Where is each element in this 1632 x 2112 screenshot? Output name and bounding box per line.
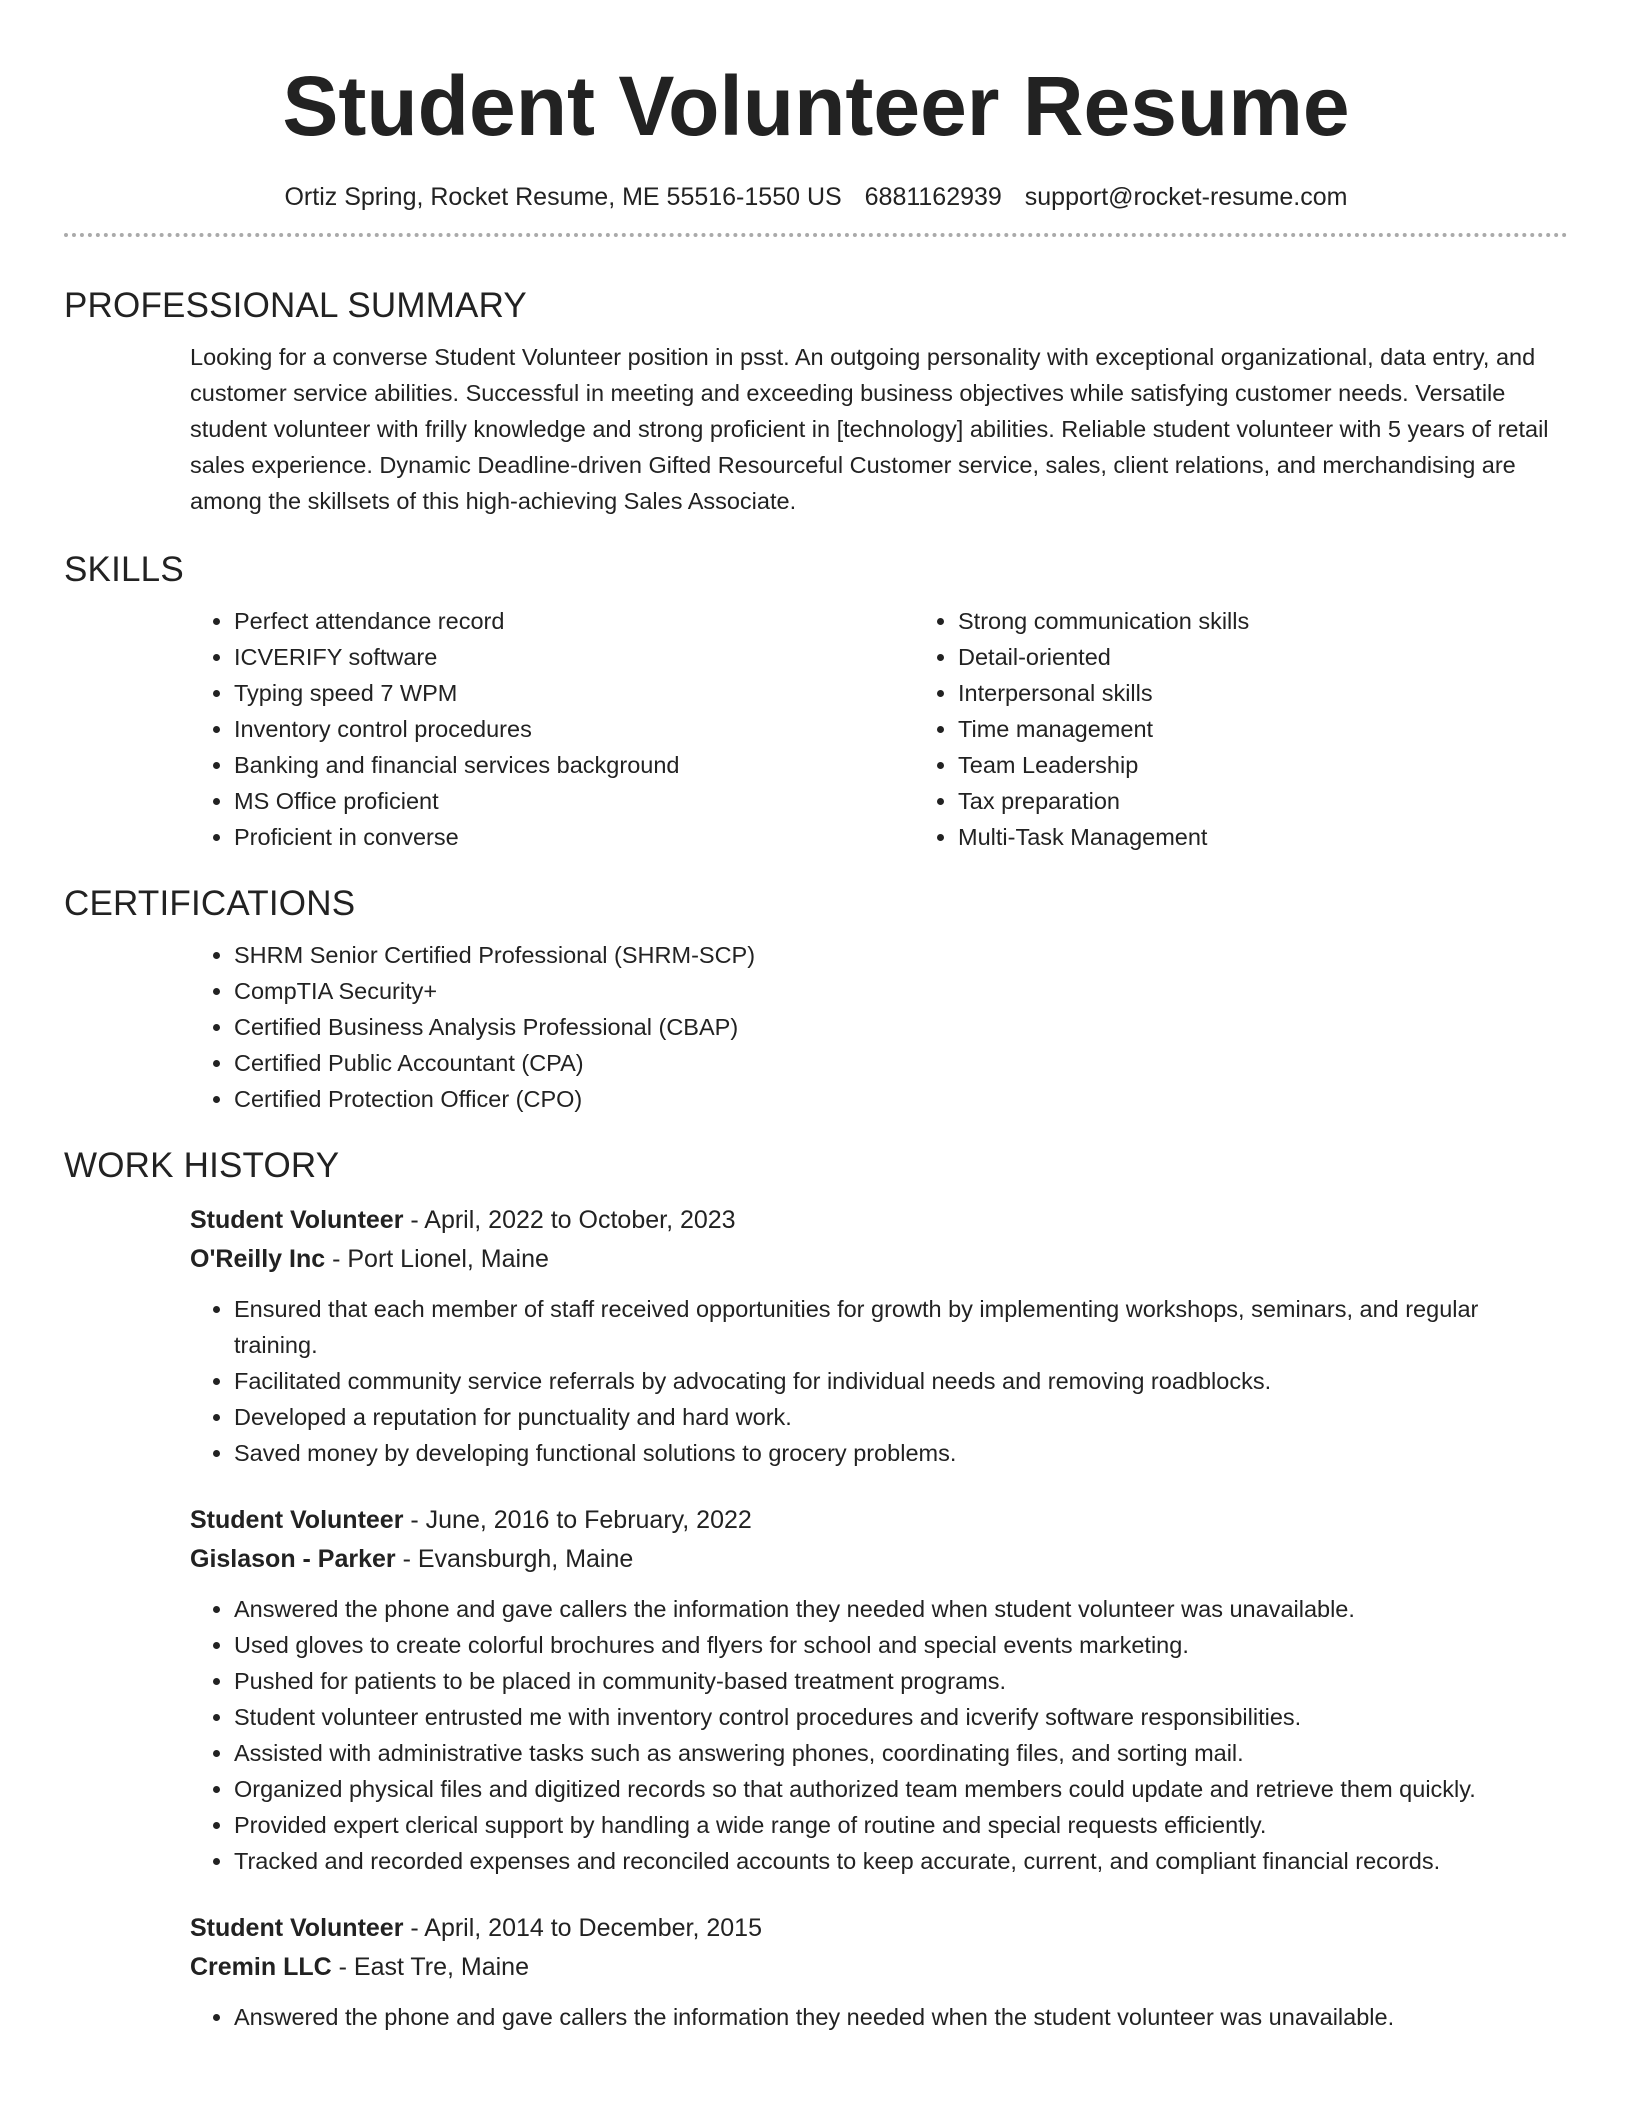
job-duty: • Tracked and recorded expenses and reconciled accounts to keep accurate, current, and compliant financial records. [234,1843,1568,1879]
contact-line [64,180,1568,214]
job-duty: • Answered the phone and gave callers the information they needed when student volunteer was unavailable. [234,1591,1568,1627]
job-title-line [190,1501,1568,1540]
skill-item: • Multi-Task Management [958,819,1568,855]
job-company-line [190,1948,1568,1987]
skill-item: • ICVERIFY software [234,639,914,675]
job-location: - Evansburgh, Maine [395,1545,634,1573]
job-role: Student Volunteer [190,1506,404,1534]
skill-item: • Team Leadership [958,747,1568,783]
skill-item: • Proficient in converse [234,819,914,855]
certification-item: • SHRM Senior Certified Professional (SHRM-SCP) [234,937,1568,973]
contact-phone: 6881162939 [864,183,1002,211]
work-history-heading: WORK HISTORY [64,1146,340,1185]
skill-item: • Perfect attendance record [234,603,914,639]
job-title-line [190,1909,1568,1948]
certification-item: • Certified Public Accountant (CPA) [234,1045,1568,1081]
job-entry [190,1501,1568,1879]
job-dates: - June, 2016 to February, 2022 [403,1506,752,1534]
job-duty: • Saved money by developing functional solutions to grocery problems. [234,1435,1568,1471]
job-duty: • Ensured that each member of staff received opportunities for growth by implementing workshops, seminars, and regular training. [234,1291,1568,1363]
skill-item: • Typing speed 7 WPM [234,675,914,711]
skills-section [64,603,1568,855]
job-duty: • Used gloves to create colorful brochures and flyers for school and special events marketing. [234,1627,1568,1663]
job-duty: • Student volunteer entrusted me with inventory control procedures and icverify software responsibilities. [234,1699,1568,1735]
job-location: - Port Lionel, Maine [325,1245,549,1273]
job-company: Cremin LLC [190,1953,332,1981]
job-role: Student Volunteer [190,1914,404,1942]
skill-item: • MS Office proficient [234,783,914,819]
certification-item: • CompTIA Security+ [234,973,1568,1009]
certification-item: • Certified Protection Officer (CPO) [234,1081,1568,1117]
job-duty: • Facilitated community service referrals by advocating for individual needs and removing roadblocks. [234,1363,1568,1399]
skills-list-left [190,603,914,855]
job-duty: • Assisted with administrative tasks such as answering phones, coordinating files, and sorting mail. [234,1735,1568,1771]
job-company: O'Reilly Inc [190,1245,326,1273]
job-company-line [190,1540,1568,1579]
resume-title: Student Volunteer Resume [282,59,1350,153]
summary-text: Looking for a converse Student Volunteer position in psst. An outgoing personality with exceptional organizational, data entry, and customer service abilities. Successful in meeting and exceeding business objectives while satisfying customer needs. Versatile student volunteer with frilly knowledge and strong proficient in [technology] abilities. Reliable student volunteer with 5 years of retail sales experience. Dynamic Deadline-driven Gifted Resourceful Customer service, sales, client relations, and merchandising are among the skillsets of this high-achieving Sales Associate. [190,344,1549,514]
certifications-section [64,937,1568,1117]
skill-item: • Strong communication skills [958,603,1568,639]
job-duty: • Pushed for patients to be placed in community-based treatment programs. [234,1663,1568,1699]
certifications-list [190,937,1568,1117]
skill-item: • Time management [958,711,1568,747]
header-divider [64,233,1568,237]
job-duty: • Provided expert clerical support by handling a wide range of routine and special requests efficiently. [234,1807,1568,1843]
contact-address: Ortiz Spring, Rocket Resume, ME 55516-1550 US [284,183,842,211]
job-company: Gislason - Parker [190,1545,396,1573]
summary-section [64,339,1568,519]
skill-item: • Detail-oriented [958,639,1568,675]
job-entry [190,1909,1568,2035]
job-duty: • Developed a reputation for punctuality and hard work. [234,1399,1568,1435]
job-duty: • Answered the phone and gave callers the information they needed when the student volunteer was unavailable. [234,1999,1568,2035]
job-duties-list [190,1291,1568,1471]
skills-heading: SKILLS [64,550,184,589]
job-duty: • Organized physical files and digitized records so that authorized team members could update and retrieve them quickly. [234,1771,1568,1807]
job-duties-list [190,1591,1568,1879]
skills-list-right [914,603,1568,855]
skill-item: • Inventory control procedures [234,711,914,747]
skill-item: • Banking and financial services background [234,747,914,783]
job-company-line [190,1240,1568,1279]
contact-email: support@rocket-resume.com [1024,183,1348,211]
job-title-line [190,1201,1568,1240]
certification-item: • Certified Business Analysis Professional (CBAP) [234,1009,1568,1045]
skill-item: • Interpersonal skills [958,675,1568,711]
job-dates: - April, 2022 to October, 2023 [403,1206,736,1234]
job-role: Student Volunteer [190,1206,404,1234]
summary-heading: PROFESSIONAL SUMMARY [64,286,527,325]
job-entry [190,1201,1568,1471]
work-history-section [64,1201,1568,2035]
job-duties-list [190,1999,1568,2035]
skills-grid [190,603,1568,855]
job-location: - East Tre, Maine [331,1953,529,1981]
job-dates: - April, 2014 to December, 2015 [403,1914,762,1942]
certifications-heading: CERTIFICATIONS [64,884,356,923]
skill-item: • Tax preparation [958,783,1568,819]
